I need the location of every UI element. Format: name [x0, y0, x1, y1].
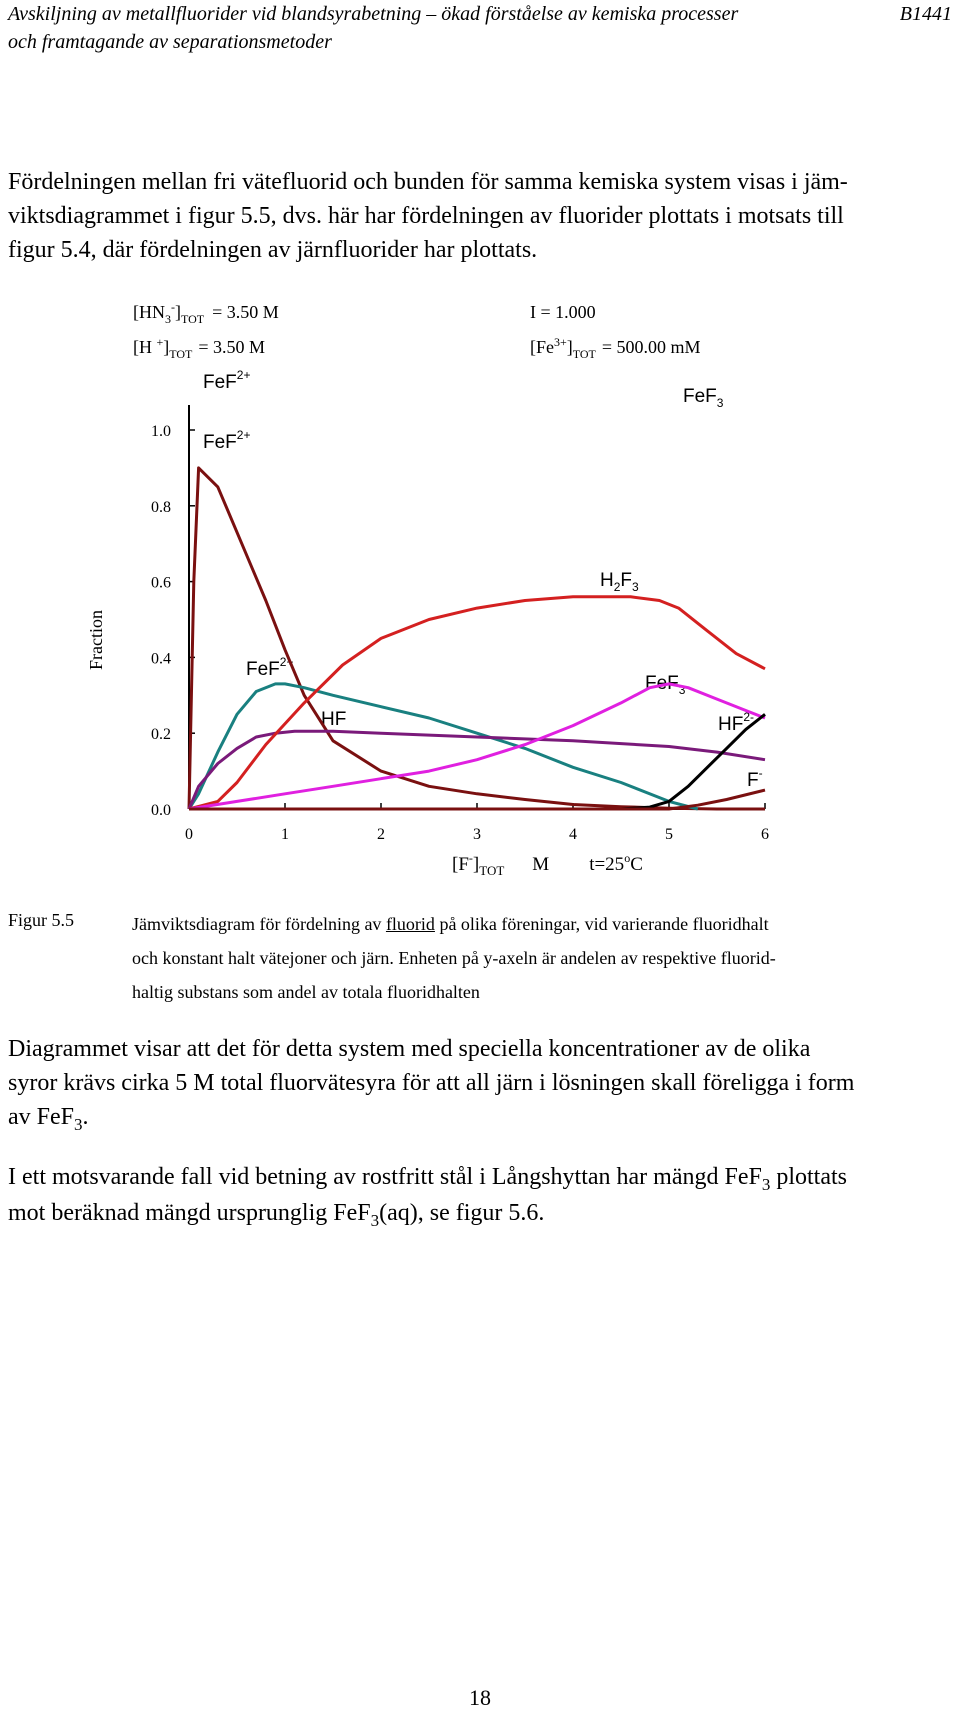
y-tick-label: 0.0 [151, 802, 171, 819]
label-h2f3: $H_2F_3$ [600, 570, 639, 594]
intro-paragraph [8, 165, 952, 267]
p2-line2: syror krävs cirka 5 M total fluorvätesyra för att all järn i lösningen skall föreligga i form [8, 1070, 855, 1096]
page-number: 18 [469, 1685, 491, 1710]
paragraph-2 [8, 1032, 952, 1136]
species-labels [203, 368, 763, 791]
condition-hn3: $[HN_3^-]_{TOT} = 3.50$ M [133, 300, 279, 326]
page-header [8, 0, 952, 56]
y-tick-label: 0.8 [151, 498, 171, 516]
chart-conditions [133, 300, 701, 361]
p2-line1: Diagrammet visar att det för detta system med speciella koncentrationer av de olika [8, 1036, 811, 1062]
label-fef3-mid: FeF$_3$ [645, 673, 686, 697]
series-line-3 [189, 731, 765, 809]
p3-line1: I ett motsvarande fall vid betning av rostfritt stål i Långshyttan har mängd FeF$_3$ plottats [8, 1164, 848, 1194]
intro-line3: figur 5.4, där fördelningen av järnfluorider har plottats. [8, 237, 538, 263]
y-tick-label: 1.0 [151, 423, 171, 440]
intro-line1: Fördelningen mellan fri vätefluorid och bunden för samma kemiska system visas i jäm- [8, 169, 848, 195]
series-line-1 [189, 468, 765, 809]
y-tick-label: 0.4 [151, 650, 171, 668]
x-tick-label: 6 [761, 826, 769, 843]
caption-line2: och konstant halt vätejoner och järn. Enheten på y-axeln är andelen av respektive fluorid- [132, 948, 776, 968]
chart-series [189, 468, 765, 809]
x-tick-label: 5 [665, 826, 673, 843]
header-title-line1: Avskiljning av metallfluorider vid blandsyrabetning – ökad förståelse av kemiska processer [8, 3, 739, 25]
x-tick-label: 4 [569, 826, 577, 843]
y-tick-label: 0.2 [151, 726, 171, 744]
y-axis-label: Fraction [86, 610, 106, 670]
figure-caption [132, 907, 952, 1009]
label-fef3-top: FeF$_3$ [683, 386, 724, 410]
label-fef2-second: FeF$^{2+}$ [203, 428, 251, 453]
condition-h: [H $^+]_{TOT} = 3.50$ M [133, 335, 266, 361]
paragraph-3 [8, 1160, 952, 1232]
condition-ionic-strength: I = 1.000 [530, 302, 596, 322]
figure-label: Figur 5.5 [8, 910, 75, 930]
label-hf: HF [321, 709, 347, 730]
x-tick-label: 1 [281, 826, 289, 843]
p3-line2: mot beräknad mängd ursprunglig FeF$_3$(aq), se figur 5.6. [8, 1199, 545, 1230]
fluorid-link[interactable]: fluorid [385, 914, 435, 934]
equilibrium-chart [0, 290, 960, 890]
x-tick-label: 2 [377, 826, 385, 843]
report-code: B1441 [899, 3, 952, 25]
y-tick-label: 0.6 [151, 574, 171, 592]
x-axis-label: $[F^-]_{TOT}$ M $t=25^oC$ [452, 851, 643, 878]
x-tick-label: 3 [473, 826, 481, 843]
label-fef2-mid: FeF$^{2+}$ [246, 655, 294, 680]
header-title-line2: och framtagande av separationsmetoder [8, 31, 332, 53]
p2-line3: av FeF$_3$. [8, 1104, 89, 1134]
caption-line1: Jämviktsdiagram för fördelning av fluorid på olika föreningar, vid varierande fluoridhalt [132, 914, 769, 934]
x-tick-label: 0 [185, 826, 193, 843]
label-f: F- [747, 766, 763, 791]
condition-fe: $[Fe^{3+}]_{TOT} = 500.00$ mM [530, 335, 701, 361]
intro-line2: viktsdiagrammet i figur 5.5, dvs. här har fördelningen av fluorider plottats i motsats till [8, 203, 844, 229]
label-hf2: $HF^{2-}$ [718, 710, 754, 735]
caption-line3: haltig substans som andel av totala fluoridhalten [132, 982, 480, 1002]
label-fef2-top: FeF$^{2+}$ [203, 368, 251, 393]
